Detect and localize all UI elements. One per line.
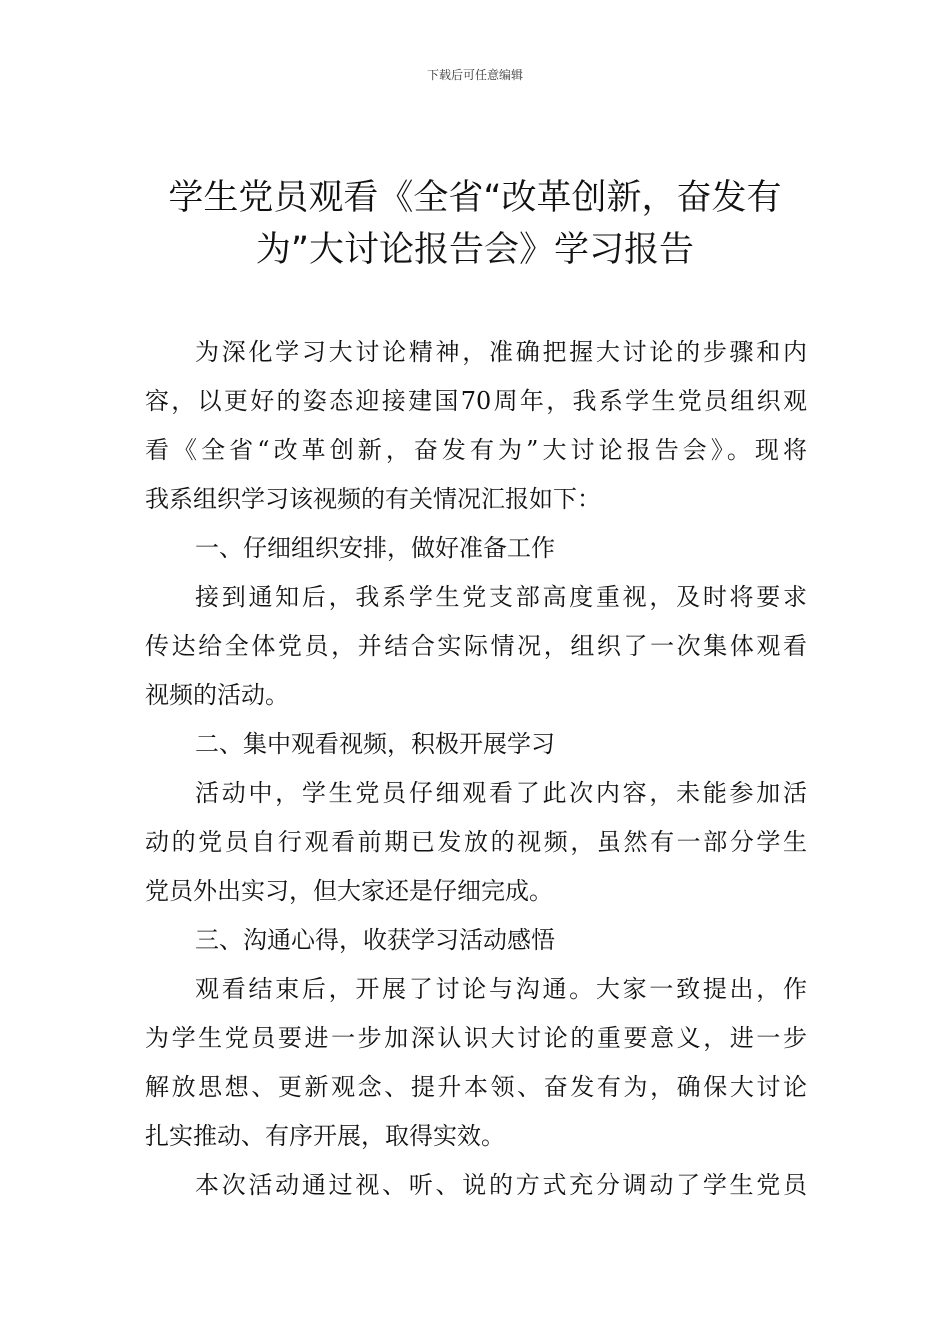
paragraph-2-line-3: 视频的活动。 [145,681,289,709]
title-line-2: 为”大讨论报告会》学习报告 [255,230,695,270]
paragraph-1-line-3: 看《全省“改革创新，奋发有为”大讨论报告会》。现将 [145,436,807,464]
paragraph-4-line-2: 为学生党员要进一步加深认识大讨论的重要意义，进一步 [145,1024,807,1052]
paragraph-4-line-3: 解放思想、更新观念、提升本领、奋发有为，确保大讨论 [145,1073,807,1101]
paragraph-3-line-2: 动的党员自行观看前期已发放的视频，虽然有一部分学生 [145,828,807,856]
paragraph-4-line-4: 扎实推动、有序开展，取得实效。 [145,1122,505,1150]
paragraph-4-line-1: 观看结束后，开展了讨论与沟通。大家一致提出，作 [195,975,807,1003]
paragraph-2-line-1: 接到通知后，我系学生党支部高度重视，及时将要求 [195,583,807,611]
section-heading-1: 一、仔细组织安排，做好准备工作 [195,534,555,562]
paragraph-1-line-4: 我系组织学习该视频的有关情况汇报如下： [145,485,601,513]
section-heading-3: 三、沟通心得，收获学习活动感悟 [195,926,555,954]
paragraph-3-line-1: 活动中，学生党员仔细观看了此次内容，未能参加活 [195,779,807,807]
document-title [140,172,810,276]
paragraph-5-line-1: 本次活动通过视、听、说的方式充分调动了学生党员 [195,1171,807,1199]
document-body [145,328,807,1210]
header-note: 下载后可任意编辑 [426,68,523,82]
paragraph-2-line-2: 传达给全体党员，并结合实际情况，组织了一次集体观看 [145,632,807,660]
paragraph-1-line-2: 容，以更好的姿态迎接建国70周年，我系学生党员组织观 [145,387,807,415]
paragraph-3-line-3: 党员外出实习，但大家还是仔细完成。 [145,877,553,905]
section-heading-2: 二、集中观看视频，积极开展学习 [195,730,555,758]
title-line-1: 学生党员观看《全省“改革创新，奋发有 [168,178,782,218]
paragraph-1-line-1: 为深化学习大讨论精神，准确把握大讨论的步骤和内 [195,338,807,366]
